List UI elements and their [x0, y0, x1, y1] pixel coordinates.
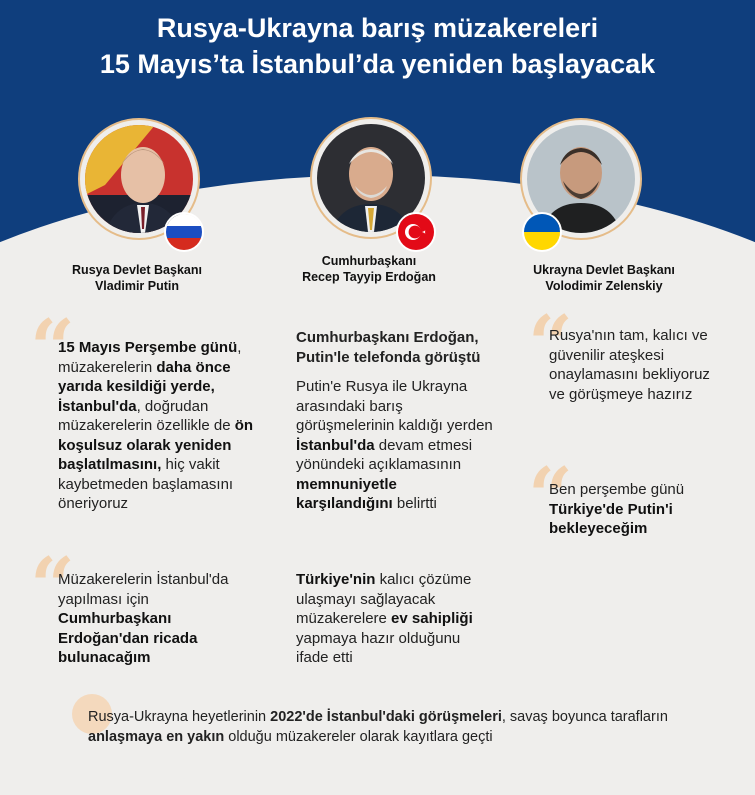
text-segment: 15 Mayıs Perşembe günü — [58, 339, 238, 356]
putin-quote-2 — [58, 570, 258, 668]
erdogan-call-heading: Cumhurbaşkanı Erdoğan, Putin'le telefonda görüştü — [296, 329, 481, 366]
bottom-note — [88, 708, 738, 747]
text-segment: , doğrudan müzakerelerin özellikle de — [58, 397, 235, 434]
erdogan-role: Cumhurbaşkanı — [321, 254, 417, 268]
erdogan-call-para-1 — [296, 377, 496, 514]
zelenskiy-quote-2 — [549, 480, 729, 539]
quote-mark-icon: “ — [30, 303, 75, 394]
page-title — [0, 10, 755, 82]
text-segment: anlaşmaya en yakın — [88, 728, 225, 745]
quote-mark-icon: “ — [528, 299, 573, 390]
zelenskiy-role: Ukrayna Devlet Başkanı — [533, 263, 675, 277]
text-segment: ev sahipliği — [391, 610, 473, 627]
zelenskiy-caption — [494, 262, 714, 294]
quote-mark-icon: “ — [30, 541, 75, 632]
text-segment: Türkiye'nin — [296, 571, 376, 588]
putin-name: Vladimir Putin — [94, 279, 180, 293]
text-segment: kalıcı çözüme ulaşmayı sağlayacak müzakerelere — [296, 571, 472, 627]
putin-role: Rusya Devlet Başkanı — [72, 263, 202, 277]
zelenskiy-quote-1 — [549, 326, 729, 404]
text-segment: Ben perşembe günü — [549, 481, 685, 498]
text-segment: , savaş boyunca tarafların — [501, 709, 668, 725]
erdogan-name: Recep Tayyip Erdoğan — [302, 270, 436, 284]
text-segment: Putin'e Rusya ile Ukrayna arasındaki barış görüşmelerinin kaldığı yerden — [296, 378, 493, 434]
text-segment: devam etmesi yönündeki açıklamasının — [296, 436, 473, 473]
erdogan-caption — [259, 253, 479, 285]
text-segment: , müzakerelerin — [58, 339, 242, 376]
text-segment: memnuniyetle karşılandığını — [296, 475, 397, 512]
text-segment: Türkiye'de Putin'i bekleyeceğim — [549, 500, 673, 537]
ukraine-flag-icon — [522, 212, 562, 252]
putin-caption — [27, 262, 247, 294]
text-segment: Rusya-Ukrayna heyetlerinin — [88, 709, 271, 725]
text-segment: Müzakerelerin İstanbul'da yapılması için — [58, 571, 229, 608]
text-segment: ön koşulsuz olarak yeniden başlatılmasını, — [58, 417, 254, 473]
quote-mark-icon: “ — [528, 451, 573, 542]
erdogan-call-para-2 — [296, 570, 496, 668]
text-segment: daha önce yarıda kesildiği yerde, İstanbul'da — [58, 358, 231, 415]
text-segment: hiç vakit kaybetmeden başlamasını öneriyoruz — [58, 456, 234, 512]
russia-flag-icon — [164, 212, 204, 252]
turkey-flag-icon — [396, 212, 436, 252]
text-segment: Rusya'nın tam, kalıcı ve güvenilir ateşkesi onaylamasını bekliyoruz ve görüşmeye hazırız — [549, 327, 710, 403]
putin-quote-1 — [58, 338, 258, 514]
text-segment: yapmaya hazır olduğunu ifade etti — [296, 629, 461, 666]
text-segment: olduğu müzakereler olarak kayıtlara geçti — [224, 728, 493, 745]
title-line-1: Rusya-Ukrayna barış müzakereleri — [156, 13, 599, 43]
text-segment: İstanbul'da — [296, 436, 375, 454]
title-line-2: 15 Mayıs’ta İstanbul’da yeniden başlayacak — [99, 49, 656, 79]
text-segment: Cumhurbaşkanı Erdoğan'dan ricada bulunacağım — [58, 610, 198, 666]
text-segment: belirtti — [392, 495, 437, 512]
zelenskiy-name: Volodimir Zelenskiy — [545, 279, 663, 293]
text-segment: 2022'de İstanbul'daki görüşmeleri — [270, 709, 502, 725]
